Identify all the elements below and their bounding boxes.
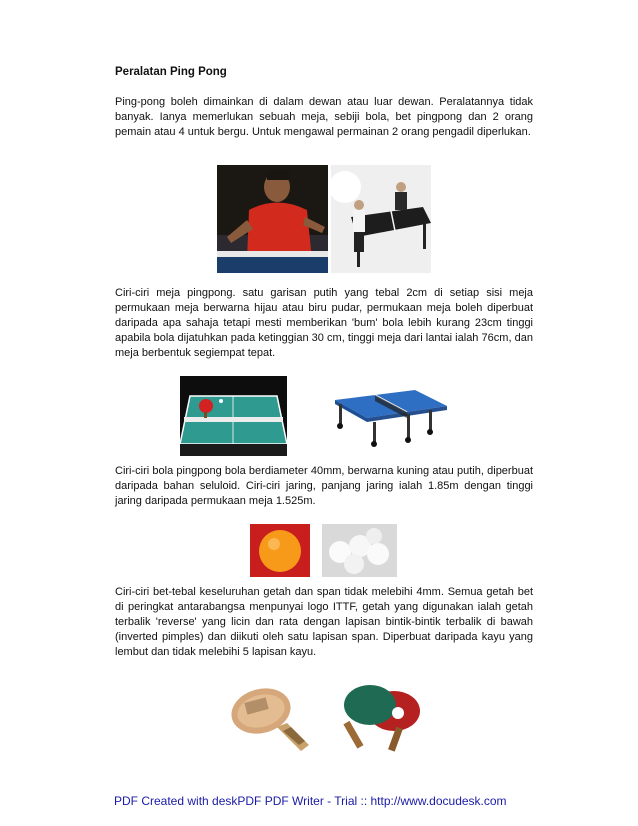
page-title: Peralatan Ping Pong [115,66,227,78]
wooden-bat-image [225,683,315,753]
paragraph-intro: Ping-pong boleh dimainkan di dalam dewan atau luar dewan. Peralatannya tidak banyak. Ianya memerlukan sebuah meja, sebiji bola, bet pingpong dan 2 orang pemain atau 4 untuk bergu. Untuk mengawal permainan 2 orang pengadil diperlukan. [115,96,533,138]
paragraph-bat: Ciri-ciri bet-tebal keseluruhan getah dan span tidak melebihi 4mm. Semua getah bet di peringkat antarabangsa menpunyai logo ITTF, getah yang digunakan ialah getah terbalik 'reverse' yang licin dan rata dengan lapisan bintik-bintik terbalik di bawah (inverted pimples) dan diikuti oleh satu lapisan span. Diperbuat daripada kayu yang lembut dan tidak melebihi 5 lapisan kayu. [115,586,533,658]
pdf-footer: PDF Created with deskPDF PDF Writer - Trial :: http://www.docudesk.com [114,794,507,808]
blue-table-image [329,384,449,450]
paragraph-ball: Ciri-ciri bola pingpong bola berdiameter 40mm, berwarna kuning atau putih, diperbuat daripada bahan seluloid. Ciri-ciri jaring, panjang jaring ialah 1.85m dengan tinggi jaring daripada permukaan meja 1.525m. [115,465,533,507]
white-balls-image [322,524,397,577]
paddle-pair-image [336,683,426,758]
green-table-image [180,376,287,456]
table-players-photo [331,165,431,273]
paragraph-table: Ciri-ciri meja pingpong. satu garisan putih yang tebal 2cm di setiap sisi meja permukaan meja berwarna hijau atau biru pudar, permukaan meja boleh diperbuat daripada apa sahaja tetapi mesti memberikan 'bum' bola lebih kurang 23cm tinggi apabila bola dijatuhkan pada ketinggian 30 cm, tinggi meja dari lantai ialah 76cm, dan meja berbentuk segiempat tepat. [115,287,533,359]
player-photo [217,165,328,273]
orange-ball-image [250,524,310,577]
